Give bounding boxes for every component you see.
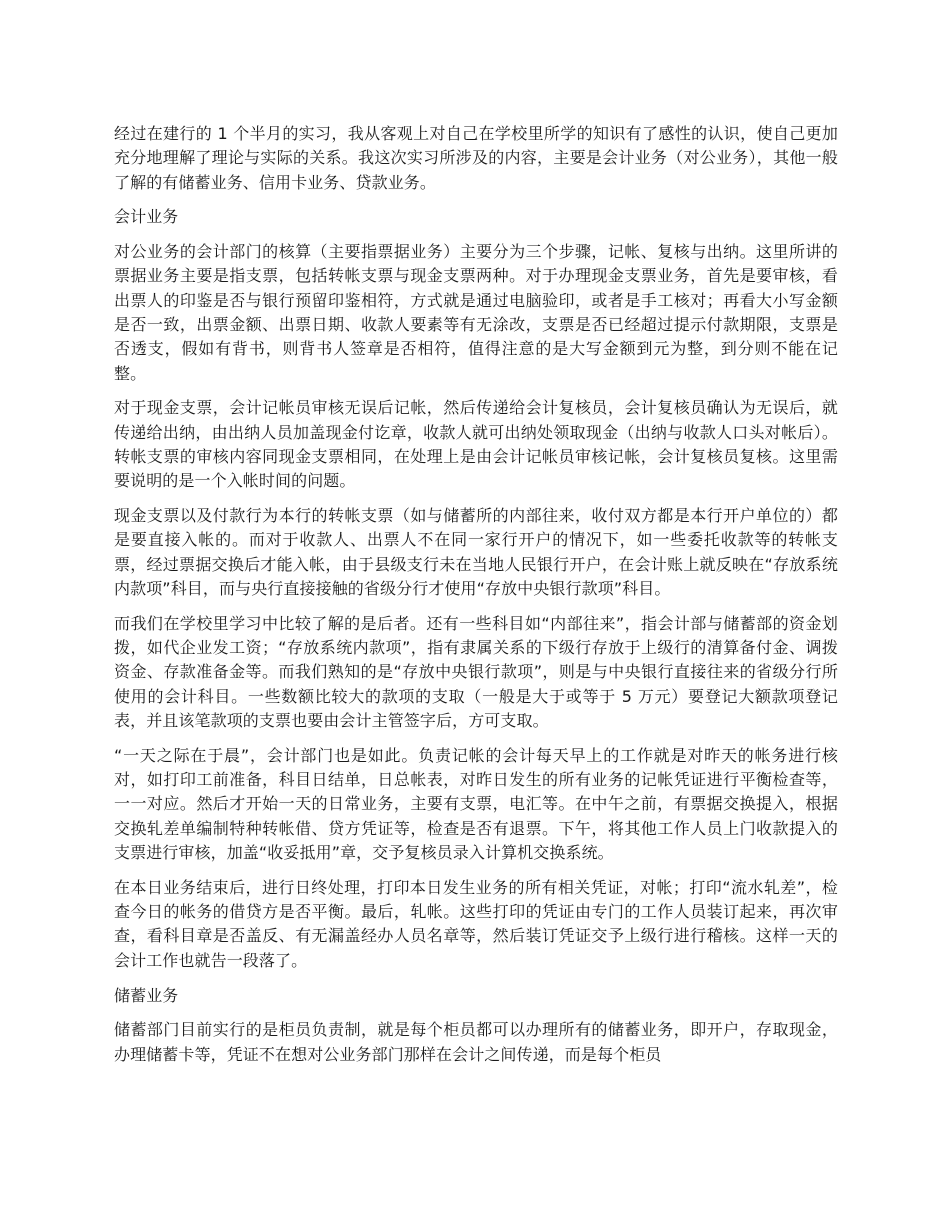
section-heading-savings: 储蓄业务 — [114, 985, 179, 1005]
paragraph-posting-time: 现金支票以及付款行为本行的转帐支票（如与储蓄所的内部往来，收付双方都是本行开户单位的）都是要直接入帐的。而对于收款人、出票人不在同一家行开户的情况下，如一些委托收款等的转帐支票，经过票据交换后才能入帐，由于县级支行未在当地人民银行开户，在会计账上就反映在“存放系统内款项”科目，而与央行直接接触的省级分行才使用“存放中央银行款项”科目。 — [114, 506, 838, 599]
paragraph-daily-routine: “一天之际在于晨”，会计部门也是如此。负责记帐的会计每天早上的工作就是对昨天的帐务进行核对，如打印工前准备，科目日结单，日总帐表，对昨日发生的所有业务的记帐凭证进行平衡检查等，一一对应。然后才开始一天的日常业务，主要有支票，电汇等。在中午之前，有票据交换提入，根据交换轧差单编制特种转帐借、贷方凭证等，检查是否有退票。下午，将其他工作人员上门收款提入的支票进行审核，加盖“收妥抵用”章，交予复核员录入计算机交换系统。 — [114, 745, 838, 863]
paragraph-accounts: 而我们在学校里学习中比较了解的是后者。还有一些科目如“内部往来”，指会计部与储蓄部的资金划拨，如代企业发工资；“存放系统内款项”，指有隶属关系的下级行存放于上级行的清算备付金、调拨资金、存款准备金等。而我们熟知的是“存放中央银行款项”，则是与中央银行直接往来的省级分行所使用的会计科目。一些数额比较大的款项的支取（一般是大于或等于 5 万元）要登记大额款项登记表，并且该笔款项的支票也要由会计主管签字后，方可支取。 — [114, 613, 838, 731]
document-page — [114, 122, 838, 1077]
section-heading-accounting: 会计业务 — [114, 207, 179, 227]
paragraph-intro: 经过在建行的 1 个半月的实习，我从客观上对自己在学校里所学的知识有了感性的认识，使自己更加充分地理解了理论与实际的关系。我这次实习所涉及的内容，主要是会计业务（对公业务），其他一般了解的有储蓄业务、信用卡业务、贷款业务。 — [114, 124, 838, 192]
paragraph-accounting-steps: 对公业务的会计部门的核算（主要指票据业务）主要分为三个步骤，记帐、复核与出纳。这里所讲的票据业务主要是指支票，包括转帐支票与现金支票两种。对于办理现金支票业务，首先是要审核，看出票人的印鉴是否与银行预留印鉴相符，方式就是通过电脑验印，或者是手工核对；再看大小写金额是否一致，出票金额、出票日期、收款人要素等有无涂改，支票是否已经超过提示付款期限，支票是否透支，假如有背书，则背书人签章是否相符，值得注意的是大写金额到元为整，到分则不能在记整。 — [114, 242, 838, 383]
paragraph-cash-check: 对于现金支票，会计记帐员审核无误后记帐，然后传递给会计复核员，会计复核员确认为无误后，就传递给出纳，由出纳人员加盖现金付讫章，收款人就可出纳处领取现金（出纳与收款人口头对帐后）。转帐支票的审核内容同现金支票相同，在处理上是由会计记帐员审核记帐，会计复核员复核。这里需要说明的是一个入帐时间的问题。 — [114, 398, 838, 491]
paragraph-savings: 储蓄部门目前实行的是柜员负责制，就是每个柜员都可以办理所有的储蓄业务，即开户，存取现金，办理储蓄卡等，凭证不在想对公业务部门那样在会计之间传递，而是每个柜员 — [114, 1020, 838, 1064]
paragraph-end-of-day: 在本日业务结束后，进行日终处理，打印本日发生业务的所有相关凭证，对帐；打印“流水轧差”，检查今日的帐务的借贷方是否平衡。最后，轧帐。这些打印的凭证由专门的工作人员装订起来，再次审查，看科目章是否盖反、有无漏盖经办人员名章等，然后装订凭证交予上级行进行稽核。这样一天的会计工作也就告一段落了。 — [114, 877, 838, 970]
